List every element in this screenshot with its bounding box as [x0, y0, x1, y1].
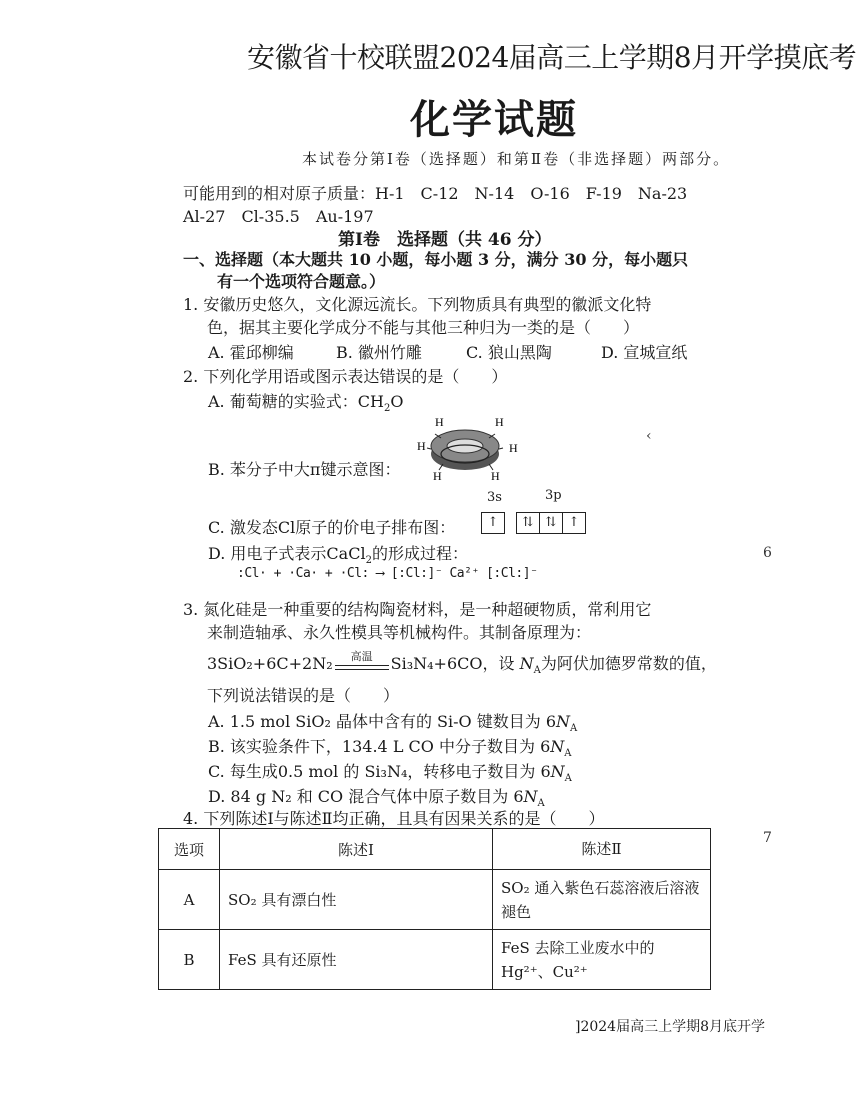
orbital-3p-electron: ⇅ [540, 513, 563, 533]
subject-title: 化学试题 [410, 96, 578, 143]
table-cell-statement2: SO₂ 通入紫色石蕊溶液后溶液褪色 [493, 870, 711, 930]
q3-option-b: B. 该实验条件下，134.4 L CO 中分子数目为 $6N_A$ [208, 737, 572, 760]
q1-option-c: C. 狼山黑陶 [466, 343, 552, 362]
page-footer: ]2024届高三上学期8月底开学 [575, 1019, 765, 1035]
table-cell-statement1: SO₂ 具有漂白性 [220, 870, 493, 930]
q1-stem-line1: 1. 安徽历史悠久，文化源远流长。下列物质具有典型的徽派文化特 [183, 295, 652, 314]
table-cell-statement1: FeS 具有还原性 [220, 930, 493, 990]
q1-stem-line2: 色，据其主要化学成分不能与其他三种归为一类的是（ ） [207, 318, 640, 337]
section-title: 第Ⅰ卷 选择题（共 46 分） [338, 230, 552, 250]
table-header: 选项 [159, 829, 220, 870]
q1-option-a: A. 霍邱柳编 [208, 343, 294, 362]
q4-table [158, 828, 711, 990]
orbital-3p-electron: ↑ [568, 515, 580, 530]
q3-stem-line1: 3. 氮化硅是一种重要的结构陶瓷材料，是一种超硬物质，常利用它 [183, 600, 652, 619]
exam-intro: 本试卷分第Ⅰ卷（选择题）和第Ⅱ卷（非选择题）两部分。 [302, 150, 731, 168]
part-heading-line1: 一、选择题（本大题共 10 小题，每小题 3 分，满分 30 分，每小题只 [183, 250, 689, 269]
table-cell-statement2: FeS 去除工业废水中的 Hg²⁺、Cu²⁺ [493, 930, 711, 990]
table-cell-option: A [159, 870, 220, 930]
q3-option-a: A. 1.5 mol SiO₂ 晶体中含有的 Si-O 键数目为 $6N_A$ [208, 712, 578, 735]
table-row [159, 930, 711, 990]
benzene-h-label: H [433, 469, 442, 483]
q2-option-d: D. 用电子式表示CaCl$_2$的形成过程： [208, 544, 468, 567]
orbital-3s-label: 3s [487, 490, 502, 505]
exam-title: 安徽省十校联盟2024届高三上学期8月开学摸底考 [247, 41, 857, 74]
table-header: 陈述Ⅰ [220, 829, 493, 870]
benzene-h-label: H [417, 439, 426, 453]
part-heading-line2: 有一个选项符合题意。） [217, 272, 386, 291]
q3-option-d: D. 84 g N₂ 和 CO 混合气体中原子数目为 $6N_A$ [208, 787, 545, 810]
q1-option-b: B. 徽州竹雕 [336, 343, 422, 362]
benzene-h-label: H [491, 469, 500, 483]
benzene-pi-bond-diagram [415, 412, 525, 484]
q2-stem: 2. 下列化学用语或图示表达错误的是（ ） [183, 367, 508, 386]
orbital-3p-electron: ⇅ [517, 513, 540, 533]
orbital-3s-electron: ↑ [487, 515, 499, 530]
cacl2-electron-formula: :Cl· + ·Ca· + ·Cl: ⟶ [:Cl:]⁻ Ca²⁺ [:Cl:]⁻ [237, 566, 538, 581]
margin-mark: ‹ [646, 428, 652, 444]
margin-mark: 6 [763, 545, 772, 561]
q3-stem-line2: 来制造轴承、永久性模具等机械构件。其制备原理为： [207, 623, 592, 642]
orbital-box-3s [481, 512, 505, 534]
q3-question: 下列说法错误的是（ ） [207, 686, 400, 705]
table-header: 陈述Ⅱ [493, 829, 711, 870]
atomic-mass-line2: Al-27 Cl-35.5 Au-197 [183, 207, 374, 226]
q2-option-b: B. 苯分子中大π键示意图： [208, 460, 401, 479]
benzene-h-label: H [435, 415, 444, 429]
benzene-h-label: H [495, 415, 504, 429]
q4-stem: 4. 下列陈述Ⅰ与陈述Ⅱ均正确，且具有因果关系的是（ ） [183, 809, 605, 828]
benzene-h-label: H [509, 441, 518, 455]
orbital-box-3p [516, 512, 586, 534]
q3-equation: 3SiO₂+6C+2N₂ 高温 Si₃N₄+6CO，设 $N_A$为阿伏加德罗常数的值， [207, 649, 717, 677]
q1-option-d: D. 宣城宣纸 [601, 343, 688, 362]
orbital-3p-label: 3p [545, 488, 562, 503]
q3-option-c: C. 每生成0.5 mol 的 Si₃N₄，转移电子数目为 $6N_A$ [208, 762, 572, 785]
q2-option-c: C. 激发态Cl原子的价电子排布图： [208, 518, 456, 537]
q2-option-a: A. 葡萄糖的实验式：$CH_2O$ [208, 392, 404, 415]
table-row [159, 870, 711, 930]
equation-arrow: 高温 [335, 658, 389, 672]
atomic-mass-line1: 可能用到的相对原子质量：H-1 C-12 N-14 O-16 F-19 Na-23 [183, 184, 688, 203]
table-cell-option: B [159, 930, 220, 990]
table-header-row [159, 829, 711, 870]
margin-mark: 7 [763, 830, 772, 846]
